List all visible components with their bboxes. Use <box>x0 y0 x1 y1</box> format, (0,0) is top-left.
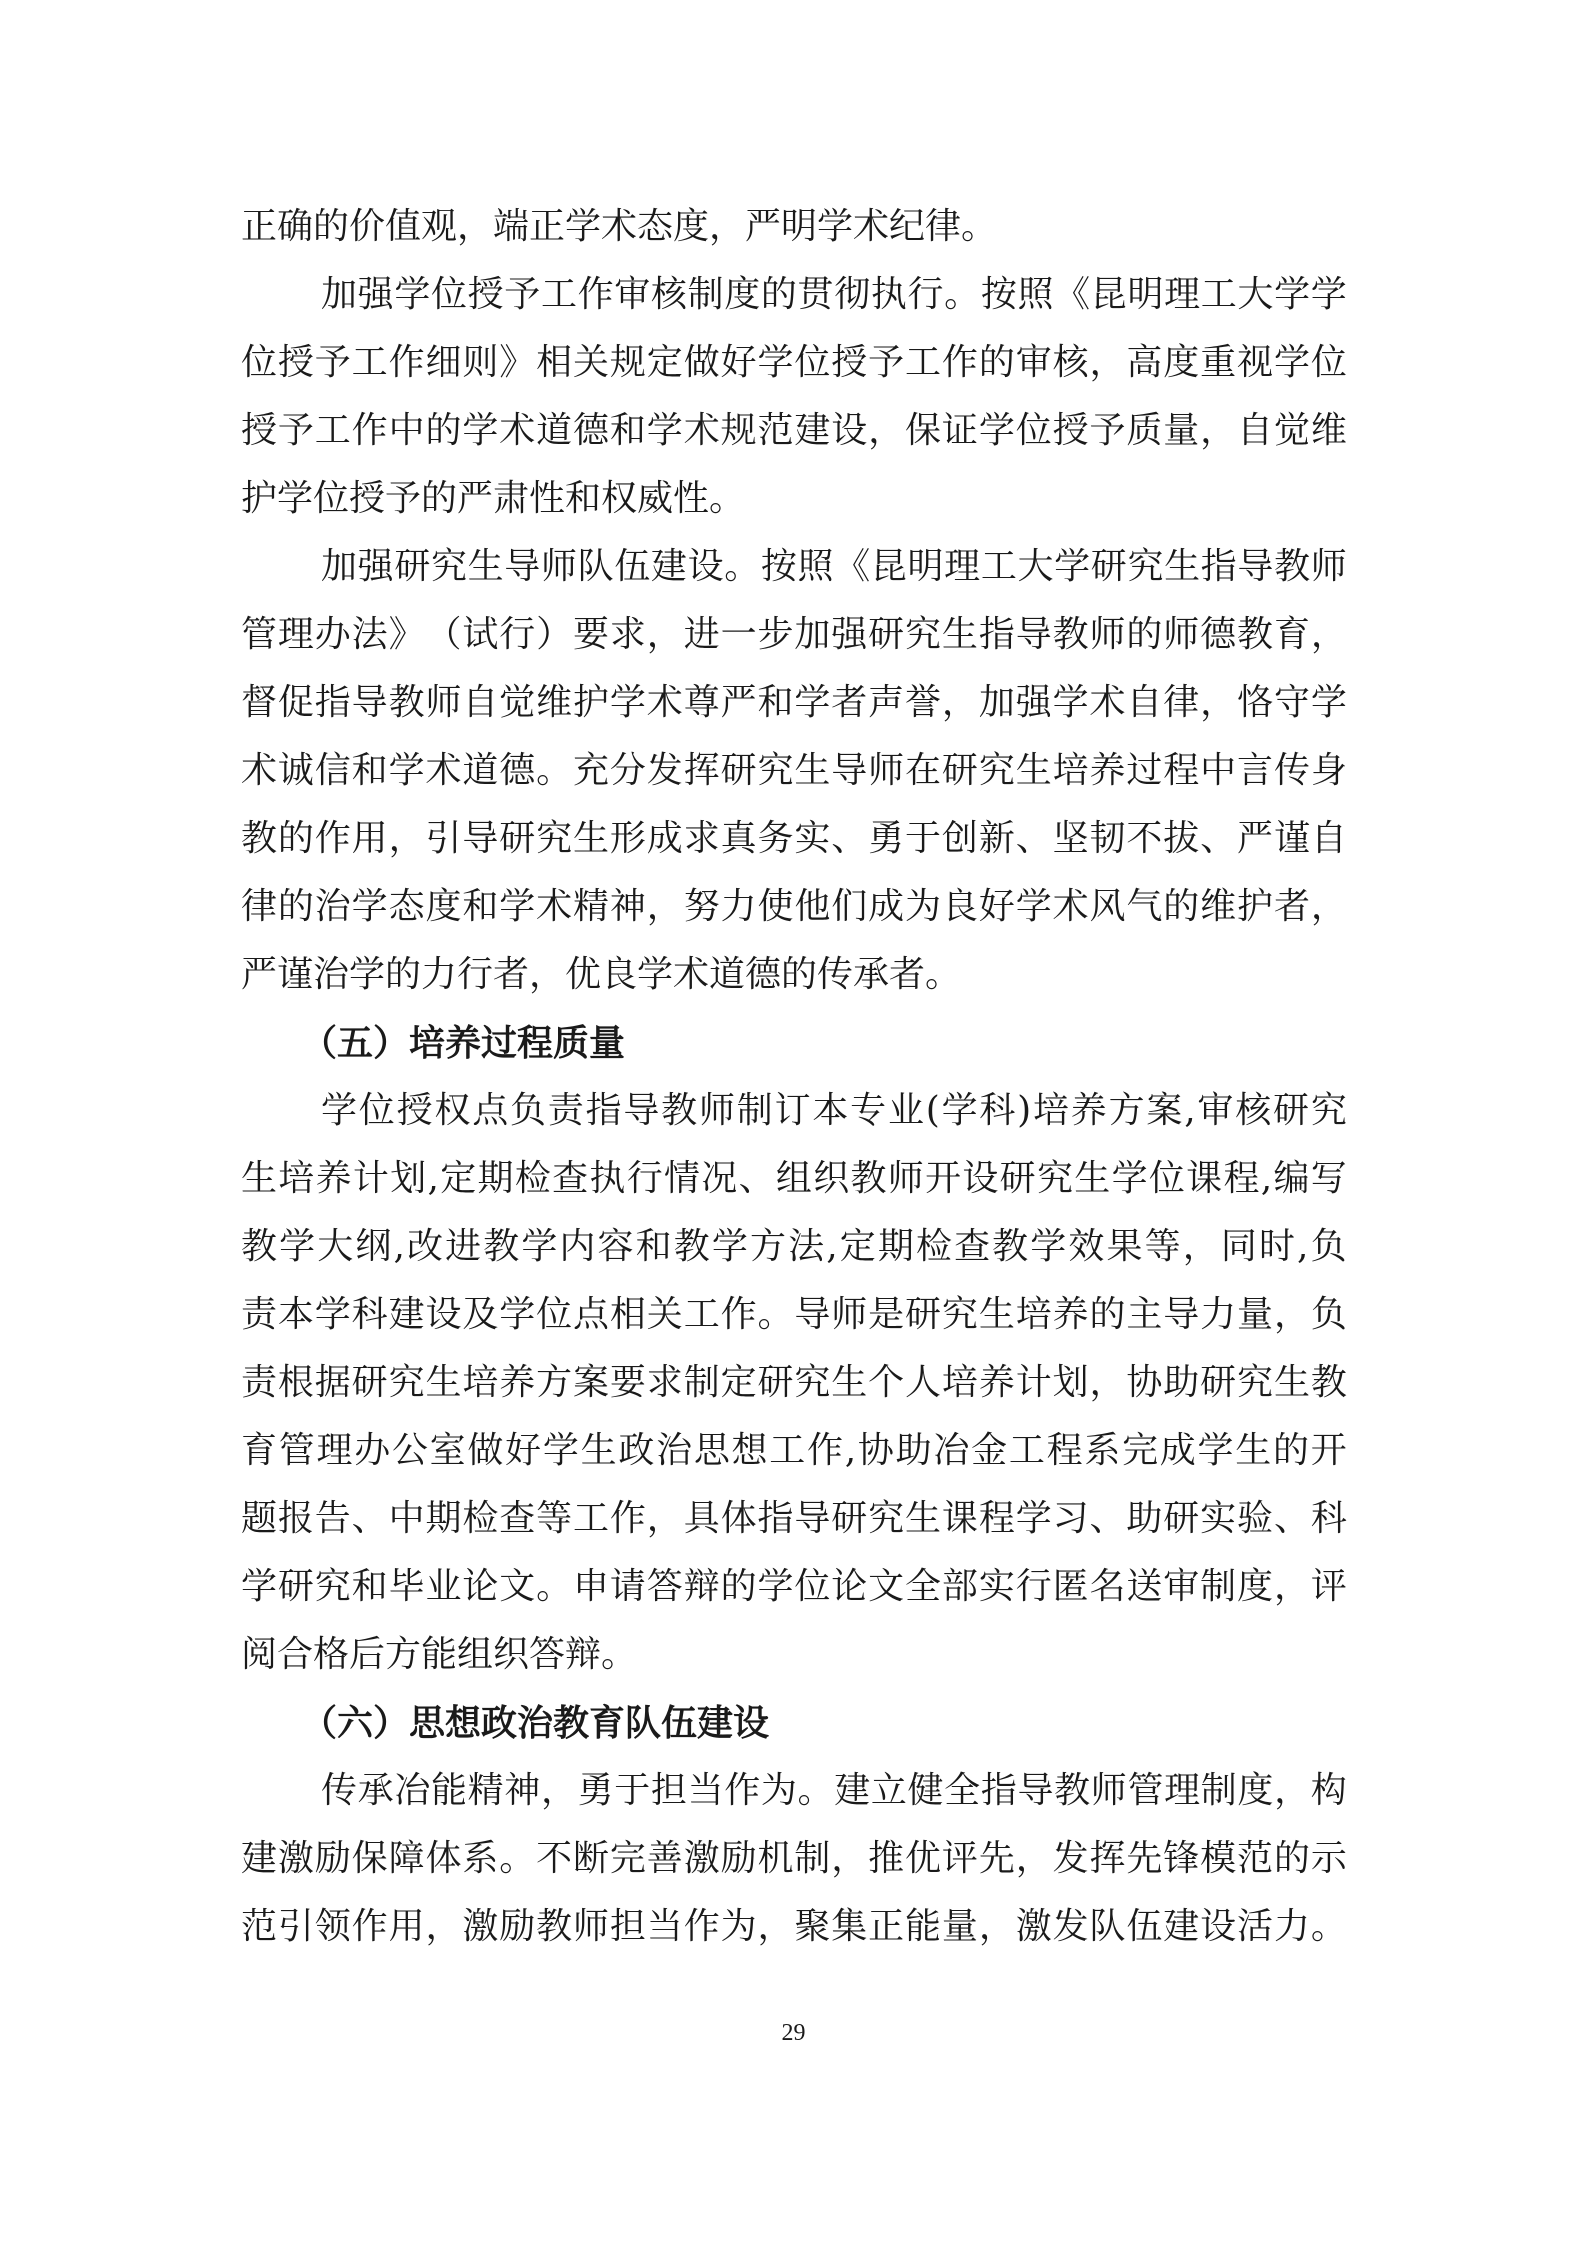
paragraph-supervisor-team <box>241 533 1347 1009</box>
text-line: 正确的价值观，端正学术态度，严明学术纪律。 <box>241 206 998 247</box>
text-line: 严谨治学的力行者，优良学术道德的传承者。 <box>241 954 962 995</box>
text-line: 加 强 研 究 生 导 师 队 伍 建 设 。 按 照 《 昆 明 理 工 大 学 研 究 生 指 导 教 师 <box>321 546 1347 587</box>
section-heading-training-quality: （五）培养过程质量 <box>301 1022 626 1064</box>
text-line: 教 学 大 纲 , 改 进 教 学 内 容 和 教 学 方 法 , 定 期 检 查 教 学 效 果 等 ， 同 时 , 负 <box>241 1226 1347 1267</box>
page-number: 29 <box>781 2020 806 2046</box>
text-line: 术 诚 信 和 学 术 道 德 。 充 分 发 挥 研 究 生 导 师 在 研 究 生 培 养 过 程 中 言 传 身 <box>241 750 1347 791</box>
text-line: 题 报 告 、 中 期 检 查 等 工 作 ， 具 体 指 导 研 究 生 课 程 学 习 、 助 研 实 验 、 科 <box>241 1498 1347 1539</box>
text-line: 学 位 授 权 点 负 责 指 导 教 师 制 订 本 专 业 ( 学 科 ) 培 养 方 案 , 审 核 研 究 <box>321 1090 1347 1131</box>
text-line: 育 管 理 办 公 室 做 好 学 生 政 治 思 想 工 作 , 协 助 冶 金 工 程 系 完 成 学 生 的 开 <box>241 1430 1347 1471</box>
paragraph-training-process <box>241 1077 1347 1689</box>
text-line: 督 促 指 导 教 师 自 觉 维 护 学 术 尊 严 和 学 者 声 誉 ， 加 强 学 术 自 律 ， 恪 守 学 <box>241 682 1347 723</box>
text-line: 阅合格后方能组织答辩。 <box>241 1634 638 1675</box>
text-line: 护学位授予的严肃性和权威性。 <box>241 478 746 519</box>
text-line: 生 培 养 计 划 , 定 期 检 查 执 行 情 况 、 组 织 教 师 开 设 研 究 生 学 位 课 程 , 编 写 <box>241 1158 1347 1199</box>
text-line: 责 根 据 研 究 生 培 养 方 案 要 求 制 定 研 究 生 个 人 培 养 计 划 ， 协 助 研 究 生 教 <box>241 1362 1347 1403</box>
paragraph-ideological-team <box>241 1757 1347 1961</box>
section-heading-ideological-education: （六）思想政治教育队伍建设 <box>301 1702 770 1744</box>
document-body <box>241 193 1347 1961</box>
text-line: 管 理 办 法 》 （ 试 行 ） 要 求 ， 进 一 步 加 强 研 究 生 指 导 教 师 的 师 德 教 育 ， <box>241 614 1347 655</box>
text-line: 范 引 领 作 用 ， 激 励 教 师 担 当 作 为 ， 聚 集 正 能 量 ， 激 发 队 伍 建 设 活 力 。 <box>241 1906 1347 1947</box>
text-line: 加 强 学 位 授 予 工 作 审 核 制 度 的 贯 彻 执 行 。 按 照 《 昆 明 理 工 大 学 学 <box>321 274 1347 315</box>
text-line: 教 的 作 用 ， 引 导 研 究 生 形 成 求 真 务 实 、 勇 于 创 新 、 坚 韧 不 拔 、 严 谨 自 <box>241 818 1347 859</box>
text-line: 责 本 学 科 建 设 及 学 位 点 相 关 工 作 。 导 师 是 研 究 生 培 养 的 主 导 力 量 ， 负 <box>241 1294 1347 1335</box>
text-line: 授 予 工 作 中 的 学 术 道 德 和 学 术 规 范 建 设 ， 保 证 学 位 授 予 质 量 ， 自 觉 维 <box>241 410 1347 451</box>
text-line: 传 承 冶 能 精 神 ， 勇 于 担 当 作 为 。 建 立 健 全 指 导 教 师 管 理 制 度 ， 构 <box>321 1770 1347 1811</box>
text-line: 律 的 治 学 态 度 和 学 术 精 神 ， 努 力 使 他 们 成 为 良 好 学 术 风 气 的 维 护 者 ， <box>241 886 1347 927</box>
text-line: 位 授 予 工 作 细 则 》 相 关 规 定 做 好 学 位 授 予 工 作 的 审 核 ， 高 度 重 视 学 位 <box>241 342 1347 383</box>
text-line: 建 激 励 保 障 体 系 。 不 断 完 善 激 励 机 制 ， 推 优 评 先 ， 发 挥 先 锋 模 范 的 示 <box>241 1838 1347 1879</box>
paragraph-degree-review <box>241 261 1347 533</box>
text-line: 学 研 究 和 毕 业 论 文 。 申 请 答 辩 的 学 位 论 文 全 部 实 行 匿 名 送 审 制 度 ， 评 <box>241 1566 1347 1607</box>
paragraph-continuation <box>241 193 1347 261</box>
